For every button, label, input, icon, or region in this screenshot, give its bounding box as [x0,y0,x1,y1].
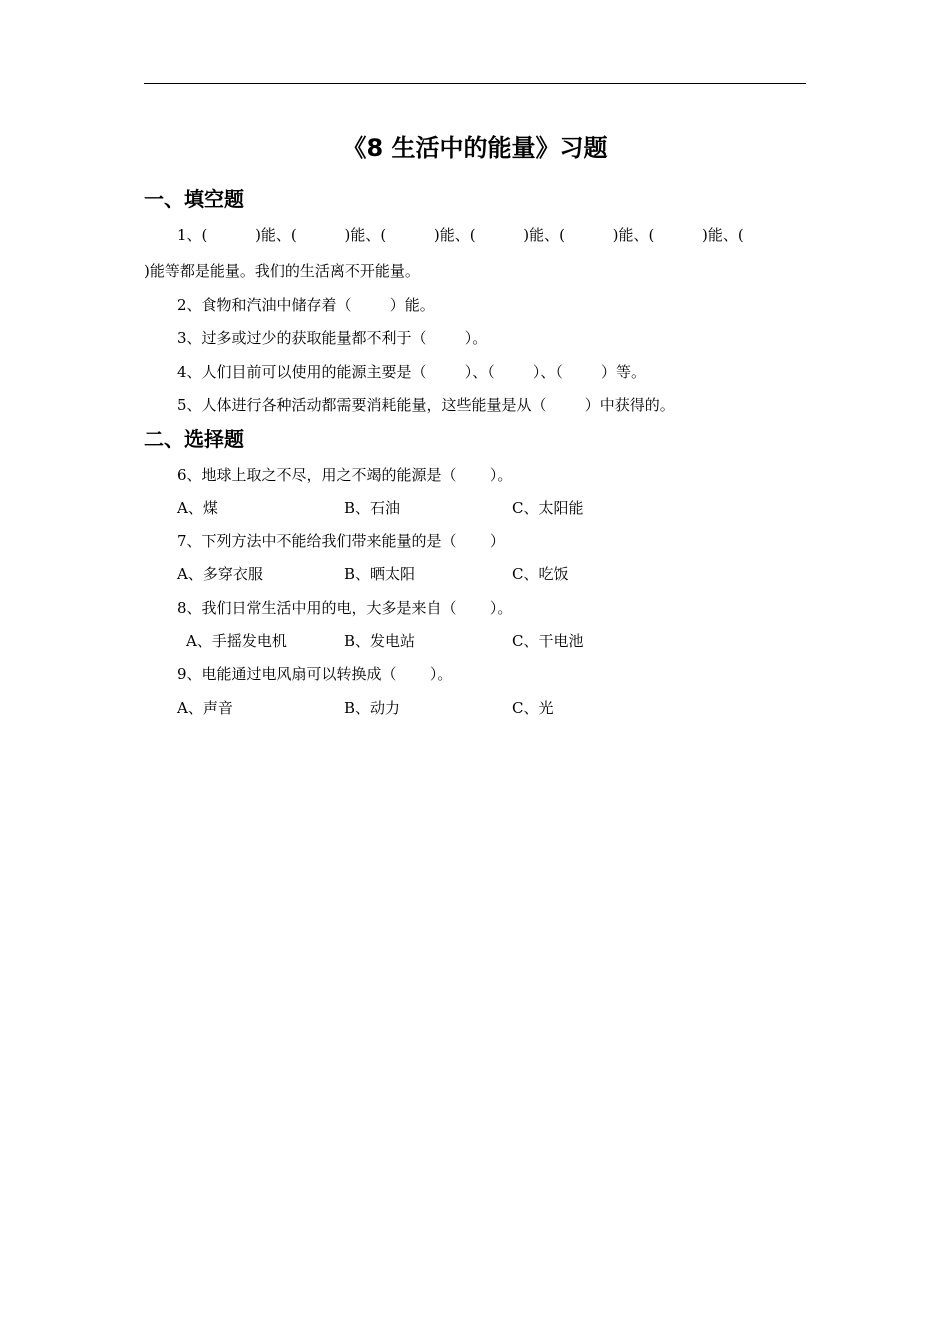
question-6: 6、地球上取之不尽，用之不竭的能源是（ ）。 [177,466,513,484]
option-a: A、手摇发电机 [186,632,287,650]
option-a: A、煤 [177,499,218,517]
question-1-line-1: 1、( )能、( )能、( )能、( )能、( )能、( )能、( [177,226,744,244]
option-b: B、晒太阳 [344,565,416,583]
header-rule [144,83,806,84]
option-a: A、多穿衣服 [177,565,263,583]
question-2: 2、食物和汽油中储存着（ ）能。 [177,296,435,314]
question-6-options [177,497,697,519]
option-b: B、石油 [344,499,401,517]
question-7: 7、下列方法中不能给我们带来能量的是（ ） [177,532,505,550]
page-title: 《8 生活中的能量》习题 [342,134,608,162]
question-9-options [177,697,697,719]
option-b: B、动力 [344,699,401,717]
option-a: A、声音 [177,699,233,717]
question-7-options [177,563,697,585]
question-3: 3、过多或过少的获取能量都不利于（ ）。 [177,329,488,347]
question-1-line-2: )能等都是能量。我们的生活离不开能量。 [144,262,420,280]
option-c: C、光 [512,699,554,717]
question-5: 5、人体进行各种活动都需要消耗能量，这些能量是从（ ）中获得的。 [177,396,675,414]
question-8: 8、我们日常生活中用的电，大多是来自（ ）。 [177,599,513,617]
question-9: 9、电能通过电风扇可以转换成（ ）。 [177,665,453,683]
option-c: C、吃饭 [512,565,569,583]
question-4: 4、人们目前可以使用的能源主要是（ ）、（ ）、（ ）等。 [177,363,646,381]
section-heading-fill-blank: 一、填空题 [144,187,244,211]
option-c: C、干电池 [512,632,584,650]
option-b: B、发电站 [344,632,416,650]
section-heading-multiple-choice: 二、选择题 [144,427,244,451]
option-c: C、太阳能 [512,499,584,517]
question-8-options [177,630,697,652]
